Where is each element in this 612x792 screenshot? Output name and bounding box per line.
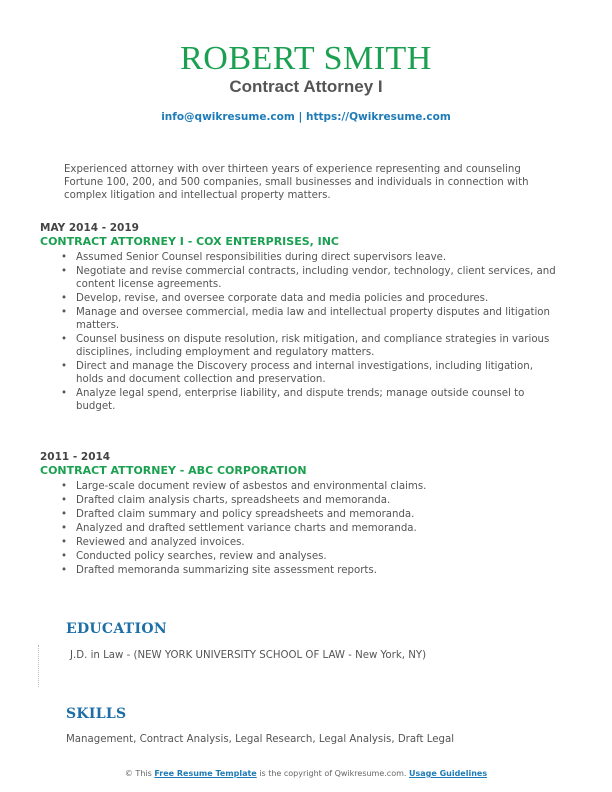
bullet-item: • Conducted policy searches, review and analyses. [76, 550, 560, 563]
bullet-item: • Drafted claim analysis charts, spreadsheets and memoranda. [76, 494, 560, 507]
bullet-item: • Assumed Senior Counsel responsibilities during direct supervisors leave. [76, 251, 560, 264]
contact-line [0, 111, 612, 123]
bullet-item: • Develop, revise, and oversee corporate data and media policies and procedures. [76, 292, 560, 305]
job-title: Contract Attorney I [229, 77, 383, 96]
skills-heading: SKILLS [66, 706, 127, 722]
experience-dates: 2011 - 2014 [40, 451, 111, 463]
education-divider [38, 645, 39, 687]
skills-text: Management, Contract Analysis, Legal Research, Legal Analysis, Draft Legal [66, 734, 455, 745]
free-template-link[interactable]: Free Resume Template [154, 769, 257, 778]
candidate-name: ROBERT SMITH [180, 40, 432, 77]
experience-bullets [40, 480, 560, 577]
experience-role: CONTRACT ATTORNEY I - COX ENTERPRISES, INC [40, 235, 340, 248]
experience-entry [40, 221, 560, 414]
email-link[interactable]: info@qwikresume.com [161, 111, 295, 123]
contact-separator: | [294, 111, 306, 123]
experience-bullets [40, 251, 560, 413]
education-entry: J.D. in Law - (NEW YORK UNIVERSITY SCHOOL OF LAW - New York, NY) [70, 650, 427, 661]
bullet-item: • Manage and oversee commercial, media law and intellectual property disputes and litigation matters. [76, 306, 560, 332]
bullet-item: • Negotiate and revise commercial contracts, including vendor, technology, client services, and content license agreements. [76, 265, 560, 291]
experience-role: CONTRACT ATTORNEY - ABC CORPORATION [40, 464, 307, 477]
bullet-item: • Drafted claim summary and policy spreadsheets and memoranda. [76, 508, 560, 521]
experience-dates: MAY 2014 - 2019 [40, 222, 139, 234]
bullet-item: • Analyzed and drafted settlement variance charts and memoranda. [76, 522, 560, 535]
experience-entry [40, 450, 560, 578]
bullet-item: • Reviewed and analyzed invoices. [76, 536, 560, 549]
summary-text: Experienced attorney with over thirteen years of experience representing and counseling Fortune 100, 200, and 500 companies, small businesses and individuals in connection with complex litigation and intellectual property matters. [64, 164, 529, 201]
education-heading: EDUCATION [66, 621, 167, 637]
website-link[interactable]: https://Qwikresume.com [305, 111, 451, 123]
bullet-item: • Analyze legal spend, enterprise liability, and dispute trends; manage outside counsel to budget. [76, 387, 560, 413]
bullet-item: • Direct and manage the Discovery process and internal investigations, including litigation, holds and document collection and preservation. [76, 360, 560, 386]
footer [0, 769, 612, 778]
bullet-item: • Drafted memoranda summarizing site assessment reports. [76, 564, 560, 577]
usage-guidelines-link[interactable]: Usage Guidelines [408, 769, 488, 778]
footer-prefix: © This [124, 769, 155, 778]
bullet-item: • Large-scale document review of asbestos and environmental claims. [76, 480, 560, 493]
footer-middle: is the copyright of Qwikresume.com. [256, 769, 409, 778]
bullet-item: • Counsel business on dispute resolution, risk mitigation, and compliance strategies in various disciplines, including employment and regulatory matters. [76, 333, 560, 359]
